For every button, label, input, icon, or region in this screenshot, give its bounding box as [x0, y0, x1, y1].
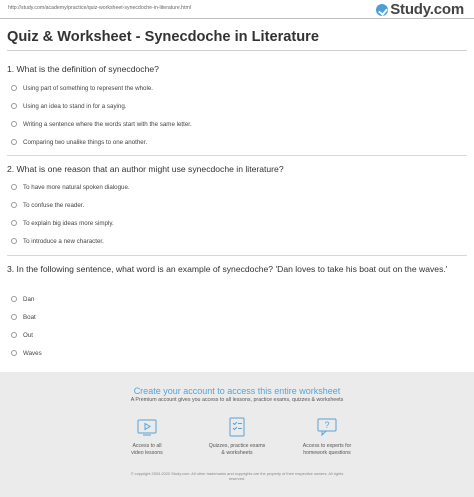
option-label: Boat — [23, 313, 36, 321]
question-3: 3. In the following sentence, what word is an example of synecdoche? 'Dan loves to take his boat out on the waves.' — [7, 264, 448, 274]
option-label: To explain big ideas more simply. — [23, 219, 114, 227]
question-2: 2. What is one reason that an author might use synecdoche in literature? — [7, 164, 284, 174]
question-3-option-1[interactable] — [11, 294, 34, 304]
question-3-option-4[interactable] — [11, 348, 42, 358]
option-label: Using an idea to stand in for a saying. — [23, 102, 127, 110]
title-divider — [7, 50, 467, 51]
feature-label-line: Access to all — [132, 443, 162, 449]
question-2-option-3[interactable] — [11, 218, 114, 228]
option-label: To have more natural spoken dialogue. — [23, 183, 130, 191]
question-3-option-2[interactable] — [11, 312, 36, 322]
quiz-icon — [227, 417, 247, 437]
feature-label — [192, 443, 282, 456]
option-label: To introduce a new character. — [23, 237, 104, 245]
radio-button[interactable] — [11, 121, 17, 127]
feature-video-lessons — [102, 417, 192, 456]
checkmark-icon — [376, 4, 388, 16]
svg-text:?: ? — [324, 420, 330, 430]
page-title: Quiz & Worksheet - Synecdoche in Literature — [7, 29, 319, 45]
footer-line: reserved. — [228, 476, 246, 481]
feature-label-line: video lessons — [131, 449, 163, 456]
radio-button[interactable] — [11, 220, 17, 226]
page-url: http://study.com/academy/practice/quiz-worksheet-synecdoche-in-literature.html — [8, 5, 191, 11]
question-1: 1. What is the definition of synecdoche? — [7, 64, 159, 74]
option-label: Out — [23, 331, 33, 339]
video-icon — [137, 417, 157, 437]
feature-label-line: Quizzes, practice exams — [208, 443, 266, 449]
option-label: Using part of something to represent the whole. — [23, 84, 154, 92]
feature-quizzes — [192, 417, 282, 456]
promo-subtitle: A Premium account gives you access to all lessons, practice exams, quizzes & worksheets — [130, 397, 344, 403]
question-3-option-3[interactable] — [11, 330, 33, 340]
question-2-option-1[interactable] — [11, 182, 130, 192]
option-label: Dan — [23, 295, 35, 303]
radio-button[interactable] — [11, 103, 17, 109]
option-label: Writing a sentence where the words start with the same letter. — [23, 120, 192, 128]
feature-label-line: homework questions — [303, 449, 351, 456]
radio-button[interactable] — [11, 139, 17, 145]
feature-label — [102, 443, 192, 456]
promo-title[interactable]: Create your account to access this entire worksheet — [133, 386, 341, 396]
feature-label-line: Access to experts for — [302, 443, 352, 449]
question-2-option-2[interactable] — [11, 200, 84, 210]
question-1-option-4[interactable] — [11, 137, 147, 147]
option-label: Comparing two unalike things to one another. — [23, 138, 148, 146]
question-1-option-2[interactable] — [11, 101, 127, 111]
radio-button[interactable] — [11, 296, 17, 302]
copyright-footer — [0, 471, 474, 481]
feature-label — [282, 443, 372, 456]
radio-button[interactable] — [11, 202, 17, 208]
question-1-option-3[interactable] — [11, 119, 192, 129]
feature-label-line: & worksheets — [221, 449, 253, 456]
radio-button[interactable] — [11, 314, 17, 320]
logo-text: Study.com — [390, 1, 464, 18]
top-bar — [0, 0, 474, 18]
radio-button[interactable] — [11, 350, 17, 356]
study-logo[interactable] — [376, 1, 464, 18]
footer-line: © copyright 2003-2020 Study.com. All other trademarks and copyrights are the property of their respective owners. All rights — [130, 471, 344, 476]
question-1-option-1[interactable] — [11, 83, 153, 93]
radio-button[interactable] — [11, 238, 17, 244]
radio-button[interactable] — [11, 85, 17, 91]
option-label: Waves — [23, 349, 42, 357]
header-divider — [0, 18, 474, 19]
question-divider — [7, 155, 467, 156]
radio-button[interactable] — [11, 184, 17, 190]
option-label: To confuse the reader. — [23, 201, 85, 209]
question-2-option-4[interactable] — [11, 236, 104, 246]
question-divider — [7, 255, 467, 256]
expert-chat-icon — [317, 417, 337, 437]
radio-button[interactable] — [11, 332, 17, 338]
feature-experts — [282, 417, 372, 456]
